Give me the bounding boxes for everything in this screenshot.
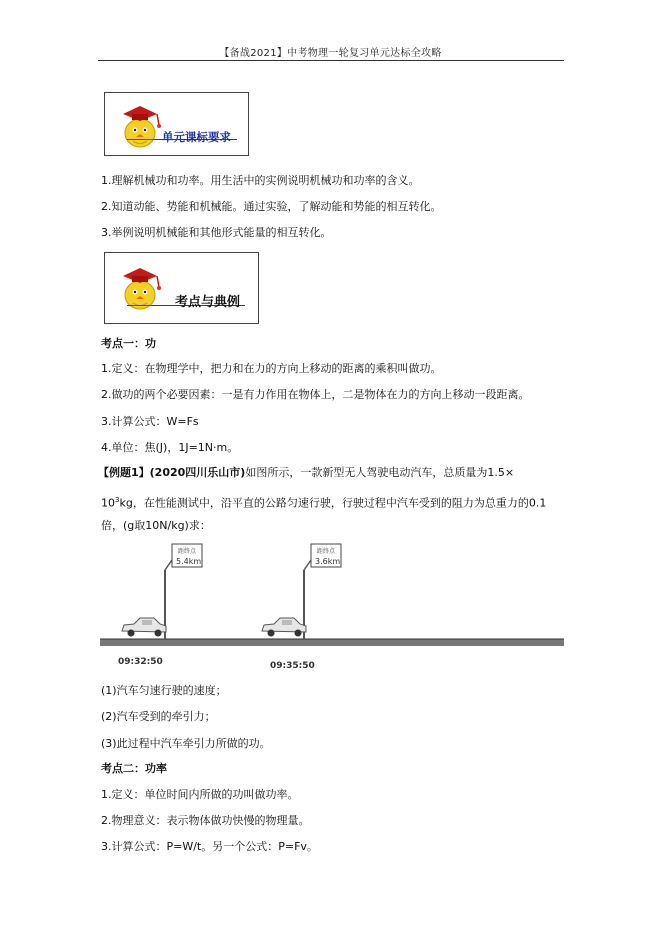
time-1: 09:32:50 [118,657,163,667]
banner-title: 单元课标要求 [162,130,231,144]
point1-line: 2.做功的两个必要因素：一是有力作用在物体上，二是物体在力的方向上移动一段距离。 [101,388,530,401]
road [100,639,564,646]
example-text: 如图所示，一款新型无人驾驶电动汽车，总质量为1.5× [245,466,515,479]
example1-line-3: 倍，(g取10N/kg)求： [101,519,211,532]
mascot-icon [117,101,163,151]
road-figure [100,540,564,675]
point2-line: 1.定义：单位时间内所做的功叫做功率。 [101,788,299,801]
car-2-icon [262,618,306,637]
requirement-item: 1.理解机械功和功率。用生活中的实例说明机械功和功率的含义。 [101,174,420,187]
example-label: 【例题1】 [98,466,150,479]
sign2-distance: 3.6km [315,557,341,566]
point1-line: 1.定义：在物理学中，把力和在力的方向上移动的距离的乘积叫做功。 [101,362,442,375]
example-mass: 10 [101,496,115,510]
example-exponent: 3 [115,496,120,504]
sign2-title: 距终点 [317,548,336,555]
sign1-distance: 5.4km [176,557,202,566]
sign1-title: 距终点 [178,548,197,555]
example1-line-2 [101,493,546,511]
question: (3)此过程中汽车牵引力所做的功。 [101,737,271,750]
example1-line-1 [98,466,514,480]
header-rule [98,60,564,61]
car-1-icon [122,618,166,637]
requirement-item: 3.举例说明机械能和其他形式能量的相互转化。 [101,226,332,239]
question: (2)汽车受到的牵引力； [101,710,216,723]
point1-heading: 考点一：功 [101,337,156,350]
example-source: (2020四川乐山市) [149,466,246,479]
banner-title: 考点与典例 [175,295,241,310]
point1-line: 4.单位：焦(J)，1J=1N·m。 [101,441,239,454]
requirement-item: 2.知道动能、势能和机械能。通过实验，了解动能和势能的相互转化。 [101,200,442,213]
example-text: kg，在性能测试中，沿平直的公路匀速行驶，行驶过程中汽车受到的阻力为总重力的0.1 [119,496,547,510]
point2-heading: 考点二：功率 [101,762,167,775]
time-2: 09:35:50 [270,661,315,671]
point2-line: 3.计算公式：P=W/t。另一个公式：P=Fv。 [101,840,318,853]
question: (1)汽车匀速行驶的速度； [101,684,227,697]
point1-line: 3.计算公式：W=Fs [101,415,199,428]
banner-points [104,252,259,324]
banner-requirements [104,92,249,156]
point2-line: 2.物理意义：表示物体做功快慢的物理量。 [101,814,310,827]
page-header: 【备战2021】中考物理一轮复习单元达标全攻略 [219,48,442,59]
